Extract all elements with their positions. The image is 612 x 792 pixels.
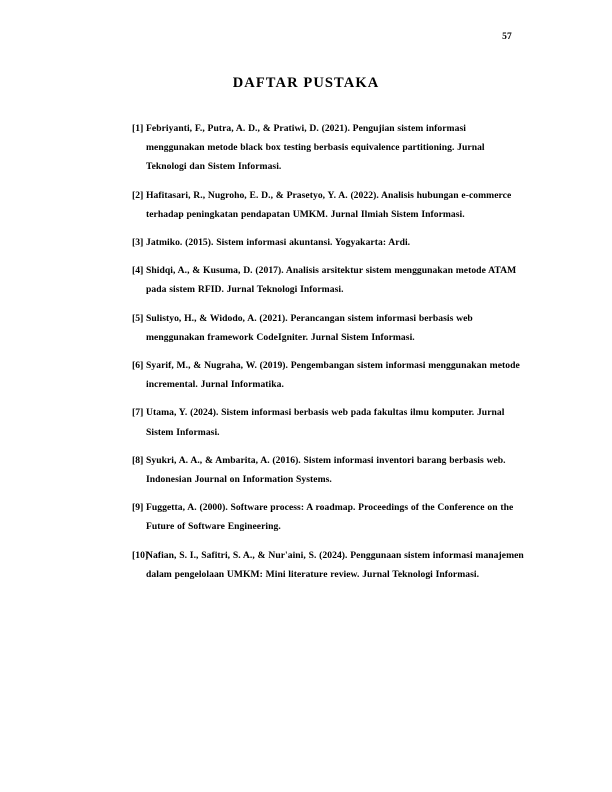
reference-entry [132, 233, 524, 252]
reference-entry [132, 186, 524, 224]
reference-marker: [8] [132, 454, 144, 466]
page-title: DAFTAR PUSTAKA [232, 75, 380, 91]
reference-text: Febriyanti, F., Putra, A. D., & Pratiwi, D. (2021). Pengujian sistem informasi menggunakan metode black box testing berbasis equivalence partitioning. Jurnal Teknologi dan Sistem Informasi. [146, 123, 485, 173]
reference-text: Shidqi, A., & Kusuma, D. (2017). Analisis arsitektur sistem menggunakan metode ATAM pada sistem RFID. Jurnal Teknologi Informasi. [146, 265, 517, 296]
reference-marker: [9] [132, 502, 144, 514]
reference-text: Utama, Y. (2024). Sistem informasi berbasis web pada fakultas ilmu komputer. Jurnal Sistem Informasi. [146, 407, 505, 438]
reference-text: Jatmiko. (2015). Sistem informasi akuntansi. Yogyakarta: Ardi. [146, 237, 411, 249]
reference-marker: [2] [132, 189, 144, 201]
reference-entry [132, 546, 524, 584]
page-number: 57 [502, 32, 512, 42]
reference-entry [132, 451, 524, 489]
reference-entry [132, 309, 524, 347]
reference-text: Syukri, A. A., & Ambarita, A. (2016). Sistem informasi inventori barang berbasis web. Indonesian Journal on Information Systems. [146, 454, 506, 486]
reference-text: Fuggetta, A. (2000). Software process: A roadmap. Proceedings of the Conference on the Future of Software Engineering. [146, 502, 514, 533]
reference-list [132, 119, 524, 593]
reference-marker: [7] [132, 407, 144, 419]
reference-entry [132, 119, 524, 177]
reference-marker: [1] [132, 123, 144, 134]
reference-entry [132, 498, 524, 536]
reference-entry [132, 403, 524, 441]
reference-text: Nafian, S. I., Safitri, S. A., & Nur'aini, S. (2024). Penggunaan sistem informasi manajemen dalam pengelolaan UMKM: Mini literature review. Jurnal Teknologi Informasi. [146, 549, 524, 580]
reference-marker: [4] [132, 265, 144, 277]
reference-marker: [3] [132, 237, 144, 249]
reference-entry [132, 356, 524, 394]
reference-marker: [10] [132, 549, 149, 561]
reference-text: Syarif, M., & Nugraha, W. (2019). Pengembangan sistem informasi menggunakan metode incremental. Jurnal Informatika. [146, 360, 520, 391]
reference-entry [132, 261, 524, 299]
reference-marker: [5] [132, 312, 144, 324]
reference-text: Hafitasari, R., Nugroho, E. D., & Prasetyo, Y. A. (2022). Analisis hubungan e-commerce terhadap peningkatan pendapatan UMKM. Jurnal Ilmiah Sistem Informasi. [146, 189, 512, 220]
reference-marker: [6] [132, 360, 144, 372]
reference-text: Sulistyo, H., & Widodo, A. (2021). Perancangan sistem informasi berbasis web menggunakan framework CodeIgniter. Jurnal Sistem Informasi. [146, 312, 473, 343]
